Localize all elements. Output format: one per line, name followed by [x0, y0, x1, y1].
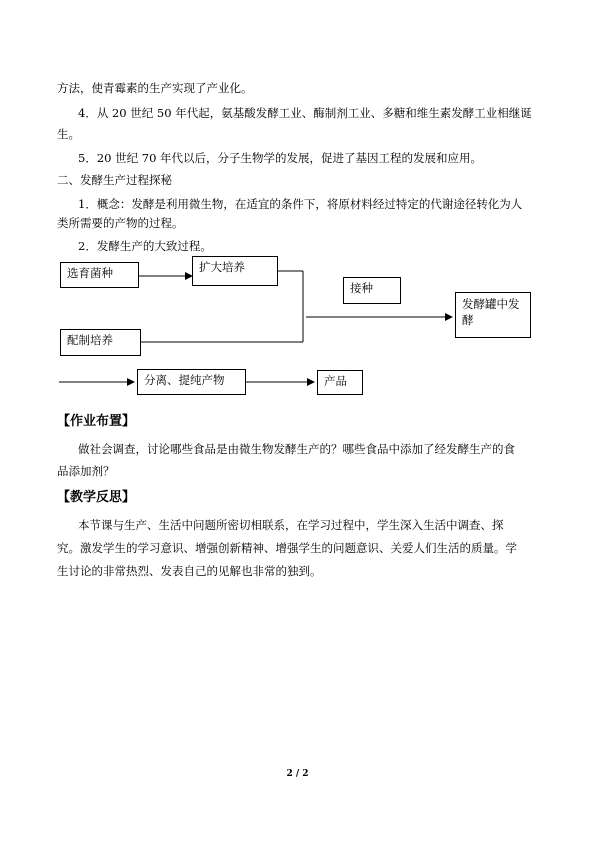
box-label: 接种: [350, 281, 373, 295]
homework-line: 品添加剂？: [57, 464, 115, 478]
section-title: 二、发酵生产过程探秘: [57, 173, 172, 187]
box-label: 分离、提纯产物: [144, 373, 225, 387]
paragraph-line: 1．概念：发酵是利用微生物，在适宜的条件下，将原材料经过特定的代谢途径转化为人: [78, 197, 523, 211]
homework-line: 做社会调查，讨论哪些食品是由微生物发酵生产的？哪些食品中添加了经发酵生产的食: [78, 442, 515, 456]
box-select-strain: [60, 262, 139, 288]
paragraph-line: 生。: [57, 127, 80, 141]
paragraph-line: 4．从 20 世纪 50 年代起，氨基酸发酵工业、酶制剂工业、多糖和维生素发酵工业相继诞: [78, 106, 532, 120]
homework-title: 【作业布置】: [57, 414, 136, 429]
reflection-line: 究。激发学生的学习意识、增强创新精神、增强学生的问题意识、关爱人们生活的质量。学: [57, 541, 517, 555]
box-inoculate: [343, 277, 401, 304]
box-prepare-medium: [60, 329, 141, 356]
box-label: 发酵罐中发酵: [462, 297, 520, 327]
reflection-line: 本节课与生产、生活中问题所密切相联系，在学习过程中，学生深入生活中调查、探: [78, 518, 504, 532]
box-label: 选育菌种: [67, 266, 113, 280]
page-number: 2 / 2: [286, 769, 309, 779]
reflection-title: 【教学反思】: [57, 490, 136, 505]
box-label: 产品: [324, 374, 347, 388]
paragraph-line: 方法，使青霉素的生产实现了产业化。: [57, 81, 253, 95]
reflection-line: 生讨论的非常热烈、发表自己的见解也非常的独到。: [57, 564, 322, 578]
box-separate-purify: [137, 369, 246, 395]
paragraph-line: 5．20 世纪 70 年代以后，分子生物学的发展，促进了基因工程的发展和应用。: [78, 151, 483, 165]
box-expand-culture: [192, 256, 278, 286]
box-label: 配制培养: [67, 333, 113, 347]
flowchart-connectors: [0, 0, 595, 420]
box-product: [317, 370, 363, 395]
paragraph-line: 2．发酵生产的大致过程。: [78, 239, 212, 253]
paragraph-line: 类所需要的产物的过程。: [57, 216, 184, 230]
box-fermenter: [455, 292, 531, 338]
box-label: 扩大培养: [199, 260, 245, 274]
